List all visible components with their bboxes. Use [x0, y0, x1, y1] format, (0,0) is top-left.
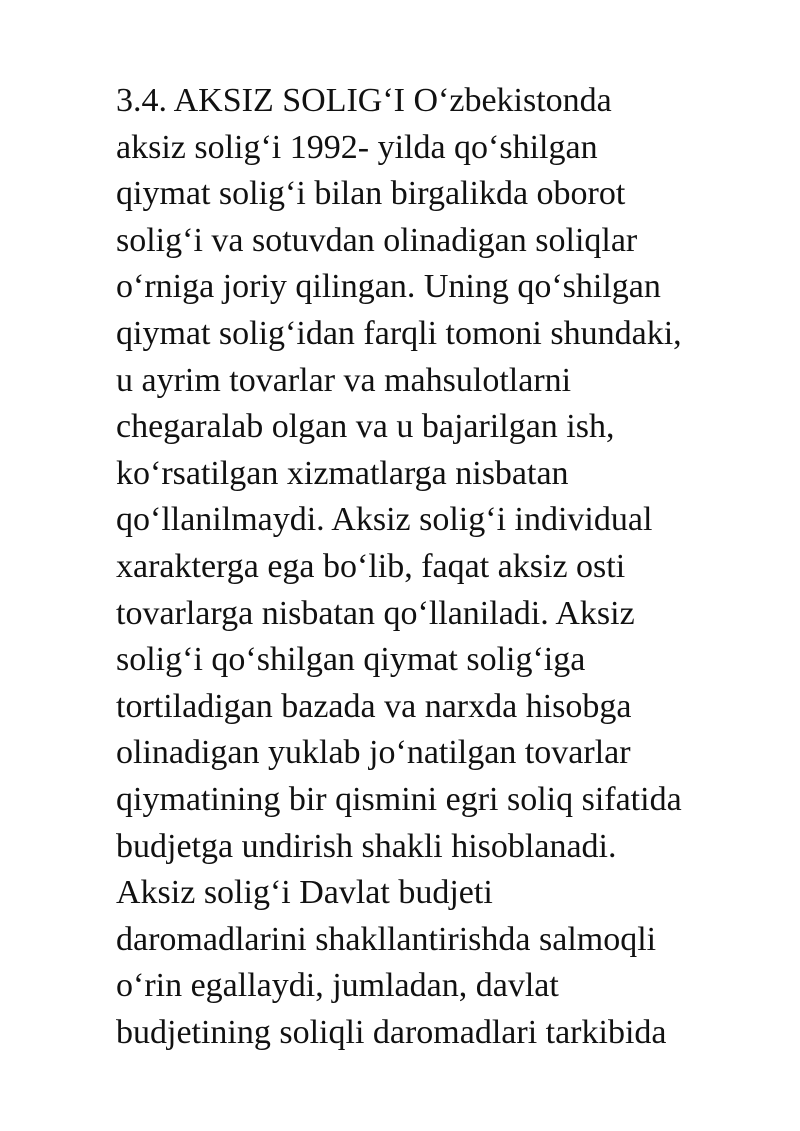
text-line: u ayrim tovarlar va mahsulotlarni — [116, 361, 572, 399]
text-line: Aksiz solig‘i Davlat budjeti — [116, 874, 493, 912]
text-line: chegaralab olgan va u bajarilgan ish, — [116, 408, 615, 446]
text-line: budjetining soliqli daromadlari tarkibida — [116, 1013, 667, 1051]
text-line: qiymatining bir qismini egri soliq sifatida — [116, 780, 682, 818]
text-line: xarakterga ega bo‘lib, faqat aksiz osti — [116, 547, 626, 585]
text-line: o‘rin egallaydi, jumladan, davlat — [116, 967, 559, 1005]
text-line: tortiladigan bazada va narxda hisobga — [116, 687, 632, 725]
body-text — [116, 78, 766, 1056]
text-line: qiymat solig‘idan farqli tomoni shundaki, — [116, 314, 682, 352]
text-line: budjetga undirish shakli hisoblanadi. — [116, 827, 617, 865]
text-line: qo‘llanilmaydi. Aksiz solig‘i individual — [116, 501, 653, 539]
text-line: qiymat solig‘i bilan birgalikda oborot — [116, 175, 626, 213]
text-line: ko‘rsatilgan xizmatlarga nisbatan — [116, 454, 569, 492]
text-line: solig‘i va sotuvdan olinadigan soliqlar — [116, 221, 638, 259]
text-line: solig‘i qo‘shilgan qiymat solig‘iga — [116, 641, 586, 679]
text-line: 3.4. AKSIZ SOLIG‘I O‘zbekistonda — [116, 82, 612, 119]
text-line: o‘rniga joriy qilingan. Uning qo‘shilgan — [116, 268, 661, 306]
text-line: daromadlarini shakllantirishda salmoqli — [116, 920, 657, 958]
text-line: tovarlarga nisbatan qo‘llaniladi. Aksiz — [116, 594, 635, 632]
text-line: aksiz solig‘i 1992- yilda qo‘shilgan — [116, 128, 598, 166]
text-line: olinadigan yuklab jo‘natilgan tovarlar — [116, 734, 631, 772]
